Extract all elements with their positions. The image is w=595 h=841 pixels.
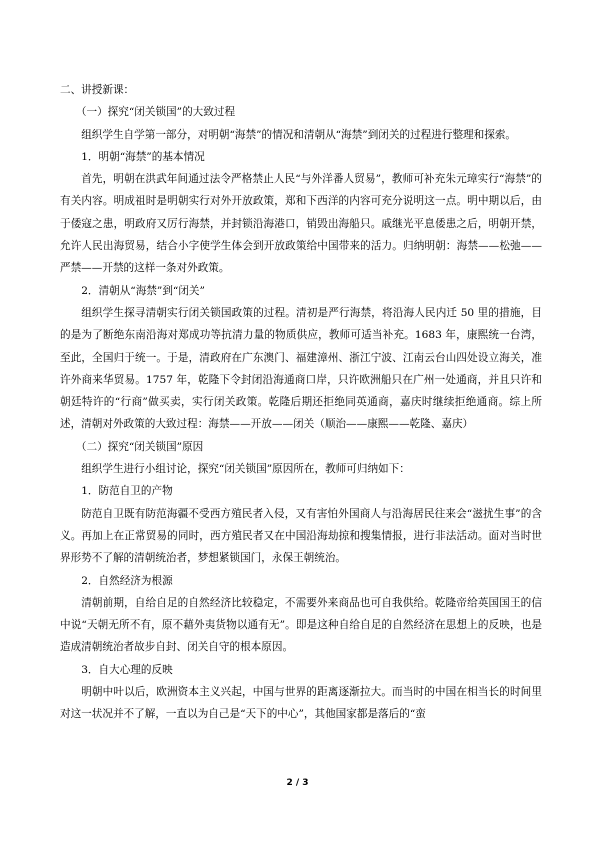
item-2-title: 2．清朝从“海禁”到“闭关” bbox=[81, 284, 205, 297]
page-number: 2 / 3 bbox=[286, 778, 309, 788]
reason-1-title: 1．防范自卫的产物 bbox=[81, 485, 173, 498]
section-heading: 二、讲授新课： bbox=[60, 84, 135, 96]
subsection-1-intro: 组织学生自学第一部分，对明朝“海禁”的情况和清朝从“海禁”到闭关的过程进行整理和探索。 bbox=[81, 128, 517, 141]
item-2-paragraph: 组织学生探寻清朝实行闭关锁国政策的过程。清初是严行海禁，将沿海人民内迁 50 里的措施，目的是为了断绝东南沿海对郑成功等抗清力量的物质供应，教师可适当补充。1683 年，康熙统一台湾，至此，全国归于统一。于是，清政府在广东澳门、福建漳州、浙江宁波、江南云台山四处设立海关，准许外商来华贸易。1757 年，乾隆下令封闭沿海通商口岸，只许欧洲船只在广州一处通商，并且只许和朝廷特许的“行商”做买卖，实行闭关政策。乾隆后期还拒绝同英通商，嘉庆时继续拒绝通商。综上所述，清朝对外政策的大致过程：海禁——开放——闭关（顺治——康熙——乾隆、嘉庆） bbox=[60, 306, 542, 431]
reason-3-title: 3．自大心理的反映 bbox=[81, 663, 173, 676]
subsection-2-title: （二）探究“闭关锁国”原因 bbox=[75, 440, 204, 453]
subsection-1-title: （一）探究“闭关锁国”的大致过程 bbox=[75, 106, 236, 119]
reason-1-paragraph: 防范自卫既有防范海疆不受西方殖民者入侵，又有害怕外国商人与沿海居民往来会“滋扰生事”的含义。再加上在正常贸易的同时，西方殖民者又在中国沿海劫掠和搜集情报，进行非法活动。面对当时世界形势不了解的清朝统治者，梦想紧锁国门，永保王朝统治。 bbox=[60, 507, 542, 565]
subsection-2-intro: 组织学生进行小组讨论，探究“闭关锁国”原因所在，教师可归纳如下： bbox=[81, 463, 410, 476]
document-body bbox=[60, 79, 542, 726]
reason-2-paragraph: 清朝前期，自给自足的自然经济比较稳定，不需要外来商品也可自我供给。乾隆帝给英国国王的信中说“天朝无所不有，原不藉外夷货物以通有无”。即是这种自给自足的自然经济在思想上的反映，也是造成清朝统治者故步自封、闭关自守的根本原因。 bbox=[60, 596, 542, 654]
reason-3-paragraph: 明朝中叶以后，欧洲资本主义兴起，中国与世界的距离逐渐拉大。而当时的中国在相当长的时间里对这一状况并不了解，一直以为自己是“天下的中心”，其他国家都是落后的“蛮 bbox=[60, 686, 542, 721]
reason-2-title: 2．自然经济为根源 bbox=[81, 574, 173, 587]
item-1-paragraph: 首先，明朝在洪武年间通过法令严格禁止人民“与外洋番人贸易”，教师可补充朱元璋实行“海禁”的有关内容。明成祖时是明朝实行对外开放政策，郑和下西洋的内容可充分说明这一点。明中期以后，由于倭寇之患，明政府又厉行海禁，并封锁沿海港口，销毁出海船只。戚继光平息倭患之后，明朝开禁，允许人民出海贸易，结合小字使学生体会到开放政策给中国带来的活力。归纳明朝：海禁——松弛——严禁——开禁的这样一条对外政策。 bbox=[60, 173, 542, 275]
item-1-title: 1．明朝“海禁”的基本情况 bbox=[81, 150, 205, 163]
